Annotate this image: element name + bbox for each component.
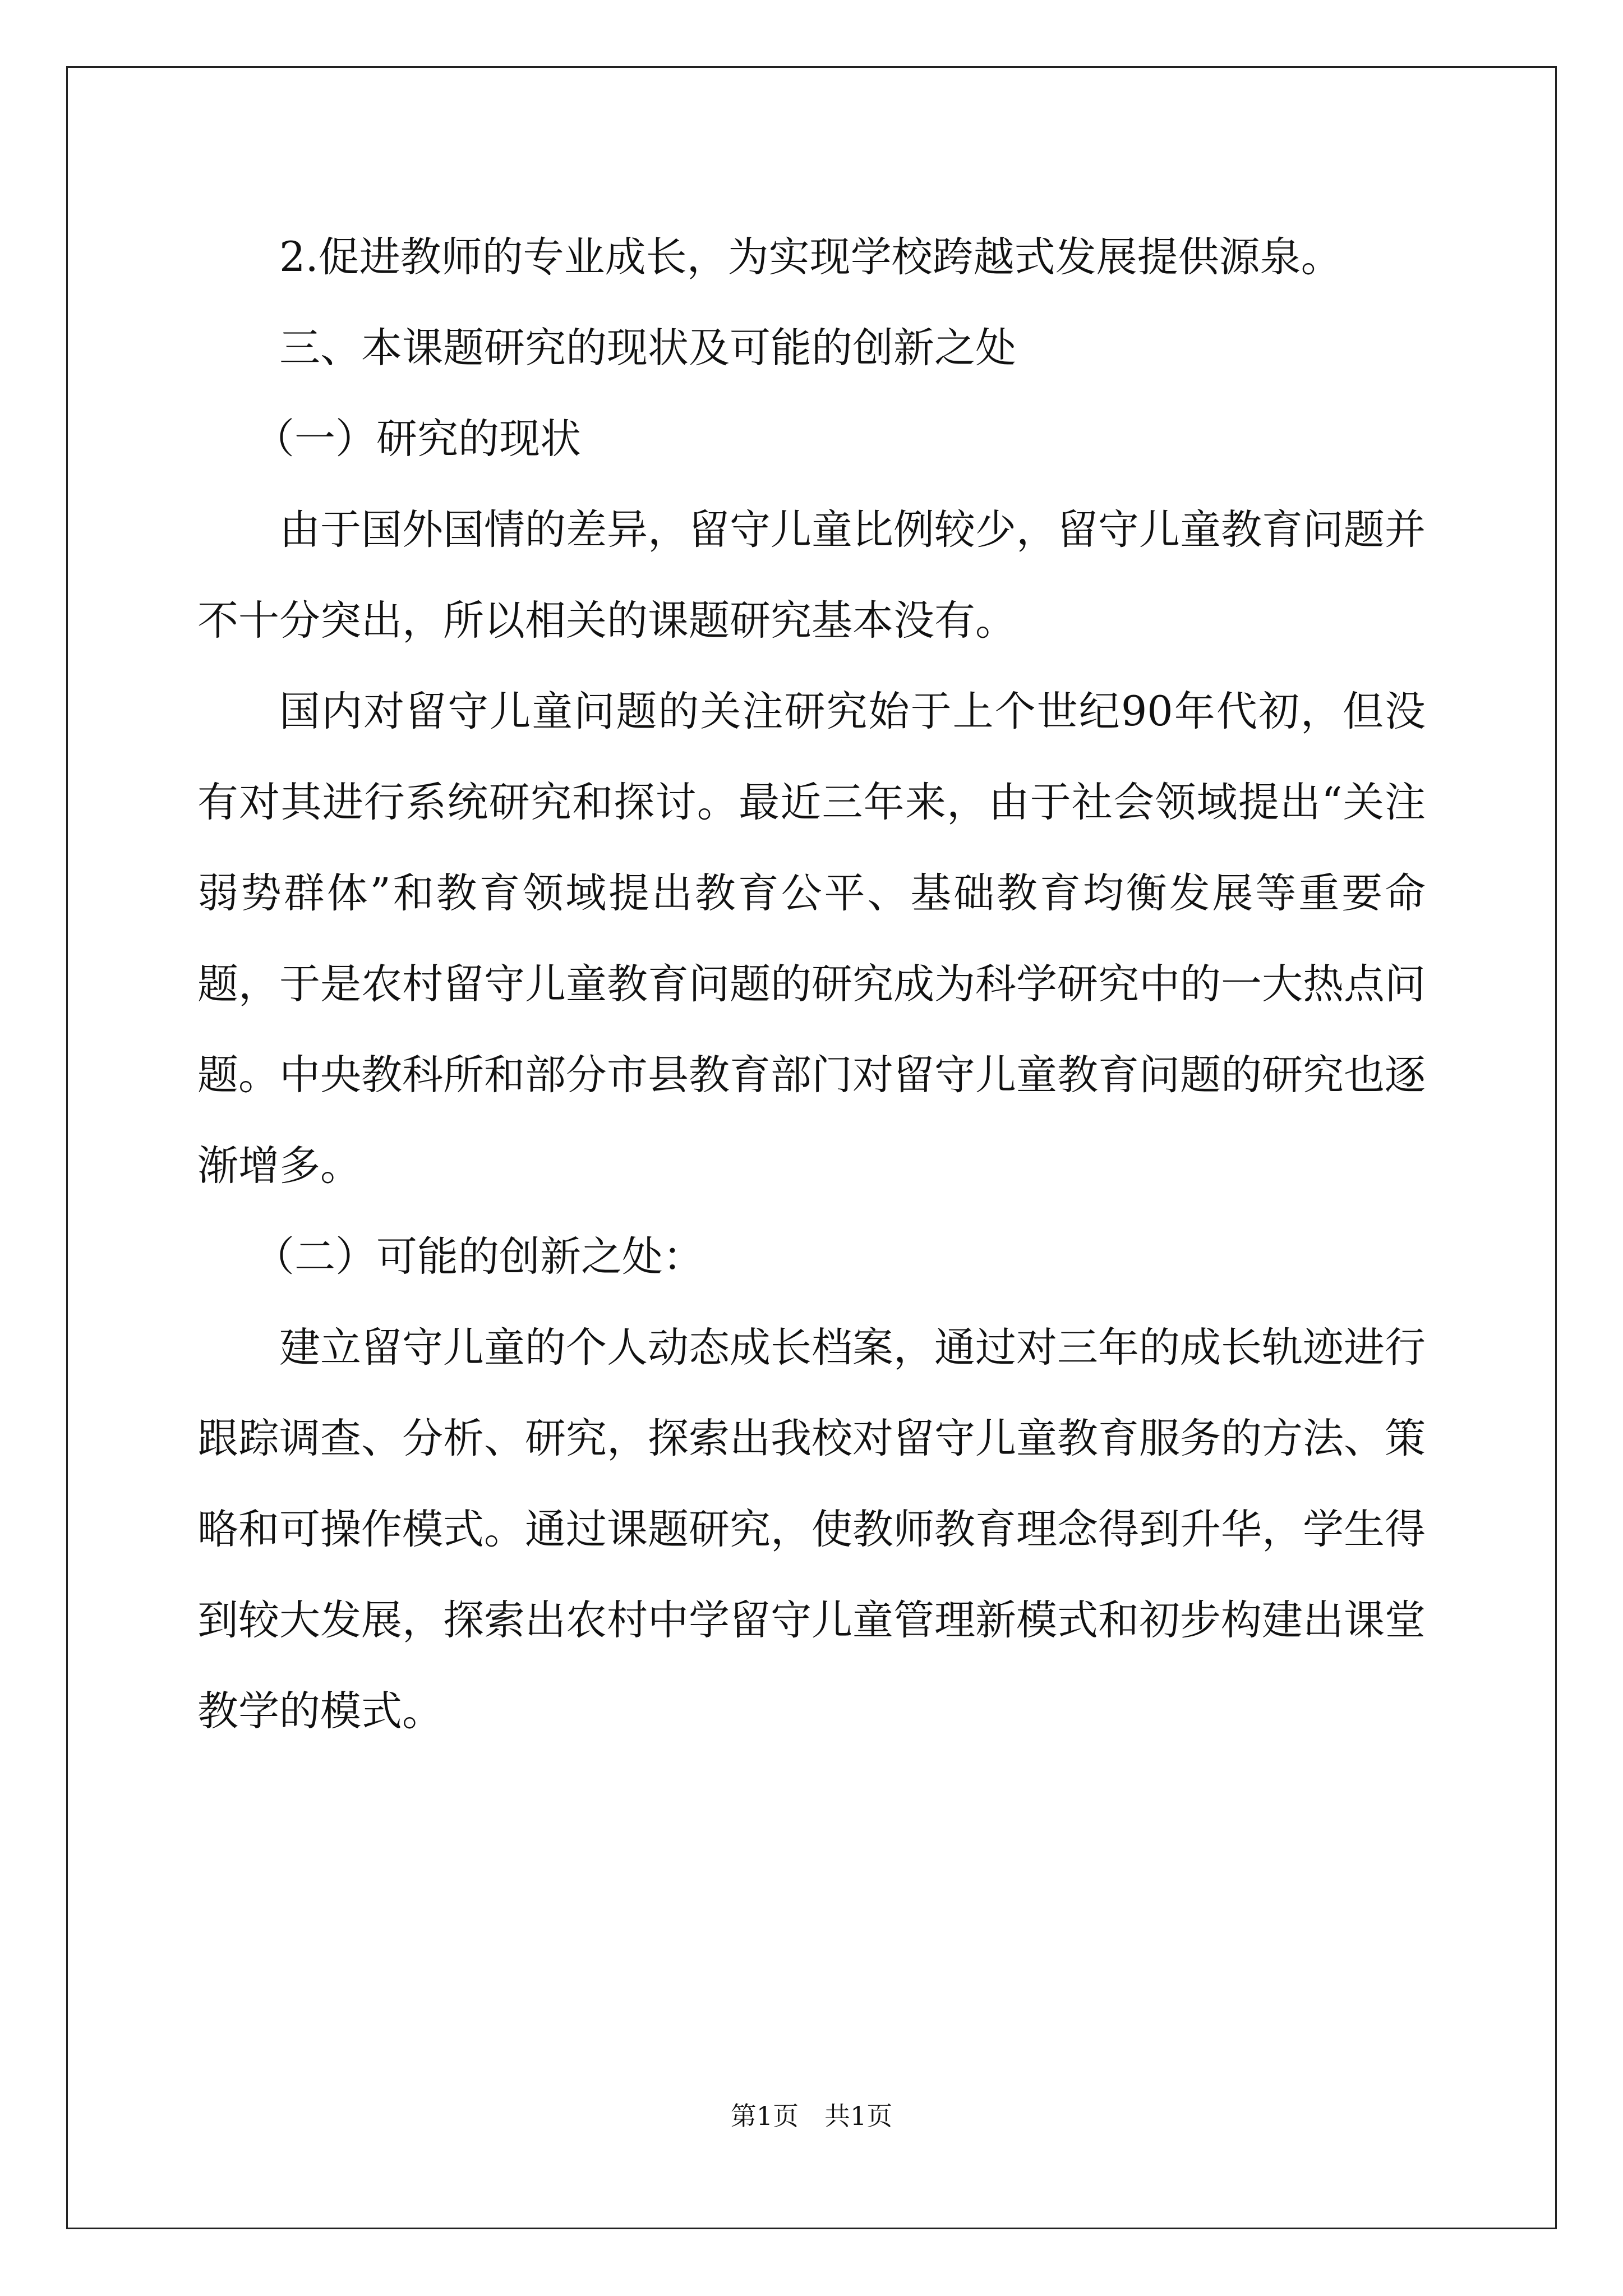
paragraph-foreign-research: 由于国外国情的差异，留守儿童比例较少，留守儿童教育问题并不十分突出，所以相关的课题研究基本没有。 [197, 506, 1426, 645]
paragraph-domestic-research: 国内对留守儿童问题的关注研究始于上个世纪90年代初，但没有对其进行系统研究和探讨。最近三年来，由于社会领域提出“关注弱势群体”和教育领域提出教育公平、基础教育均衡发展等重要命题，于是农村留守儿童教育问题的研究成为科学研究中的一大热点问题。中央教科所和部分市县教育部门对留守儿童教育问题的研究也逐渐增多。 [197, 688, 1426, 1190]
section-heading-3: 三、本课题研究的现状及可能的创新之处 [279, 324, 1016, 372]
subheading-innovation: （二）可能的创新之处： [253, 1233, 704, 1281]
paragraph-innovation-details: 建立留守儿童的个人动态成长档案，通过对三年的成长轨迹进行跟踪调查、分析、研究，探索出我校对留守儿童教育服务的方法、策略和可操作模式。通过课题研究，使教师教育理念得到升华，学生得到较大发展，探索出农村中学留守儿童管理新模式和初步构建出课堂教学的模式。 [197, 1324, 1426, 1735]
document-body [197, 212, 1426, 1757]
page-footer: 第1页 共1页 [730, 2101, 893, 2131]
subheading-research-status: （一）研究的现状 [253, 415, 581, 463]
paragraph-teacher-growth: 2.促进教师的专业成长，为实现学校跨越式发展提供源泉。 [279, 233, 1342, 281]
